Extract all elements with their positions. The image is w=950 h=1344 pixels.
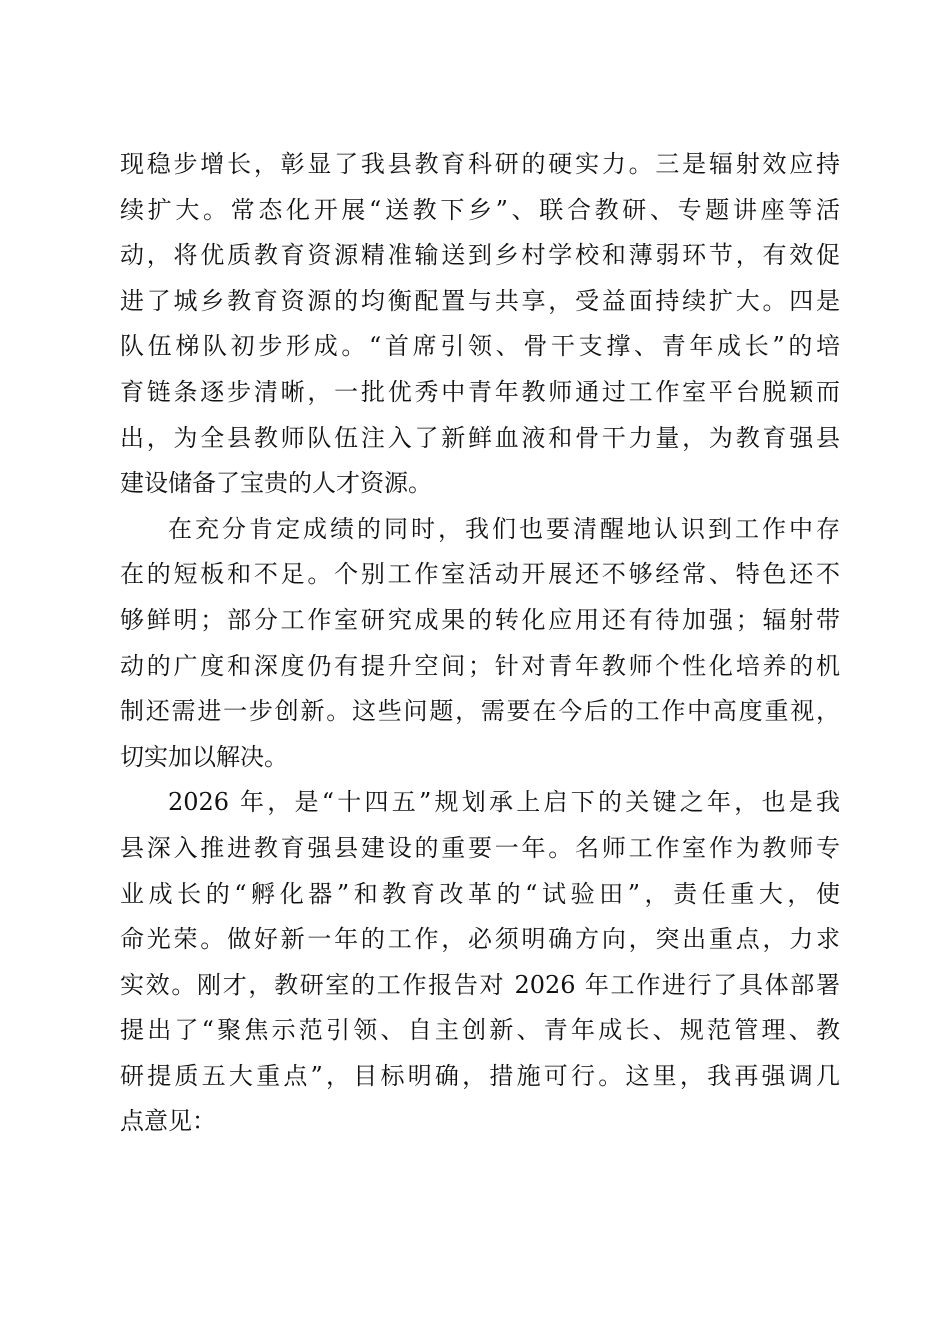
paragraph-2-line-2: 在的短板和不足。个别工作室活动开展还不够经常、特色还不 [120,560,840,589]
paragraph-1-line-4: 进了城乡教育资源的均衡配置与共享，受益面持续扩大。四是 [120,286,840,315]
paragraph-3-line-2: 县深入推进教育强县建设的重要一年。名师工作室作为教师专 [120,833,840,862]
paragraph-2-line-4: 动的广度和深度仍有提升空间；针对青年教师个性化培养的机 [120,651,840,680]
paragraph-2-line-1: 在充分肯定成绩的同时，我们也要清醒地认识到工作中存 [168,514,840,543]
paragraph-2-line-6: 切实加以解决。 [120,742,288,771]
paragraph-1-line-5: 队伍梯队初步形成。“首席引领、骨干支撑、青年成长”的培 [120,332,840,361]
paragraph-3-line-6: 提出了“聚焦示范引领、自主创新、青年成长、规范管理、教 [120,1016,840,1045]
paragraph-3-line-8: 点意见： [120,1107,216,1136]
paragraph-2-line-5: 制还需进一步创新。这些问题，需要在今后的工作中高度重视， [120,697,840,726]
paragraph-3-line-5: 实效。刚才，教研室的工作报告对 2026 年工作进行了具体部署 [120,970,840,999]
paragraph-1-line-7: 出，为全县教师队伍注入了新鲜血液和骨干力量，为教育强县 [120,423,840,452]
paragraph-1-line-3: 动，将优质教育资源精准输送到乡村学校和薄弱环节，有效促 [120,241,840,270]
paragraph-3-line-3: 业成长的“孵化器”和教育改革的“试验田”，责任重大，使 [120,879,840,908]
paragraph-1-line-2: 续扩大。常态化开展“送教下乡”、联合教研、专题讲座等活 [120,195,840,224]
paragraph-1-line-1: 现稳步增长，彰显了我县教育科研的硬实力。三是辐射效应持 [120,150,840,178]
paragraph-3-line-7: 研提质五大重点”，目标明确，措施可行。这里，我再强调几 [120,1061,840,1090]
paragraph-3-line-4: 命光荣。做好新一年的工作，必须明确方向，突出重点，力求 [120,925,840,954]
document-body [120,142,840,1145]
paragraph-1-line-6: 育链条逐步清晰，一批优秀中青年教师通过工作室平台脱颖而 [120,377,840,406]
paragraph-3-line-1: 2026 年，是“十四五”规划承上启下的关键之年，也是我 [168,788,840,817]
paragraph-1-line-8: 建设储备了宝贵的人才资源。 [120,469,432,498]
paragraph-2-line-3: 够鲜明；部分工作室研究成果的转化应用还有待加强；辐射带 [120,605,840,634]
